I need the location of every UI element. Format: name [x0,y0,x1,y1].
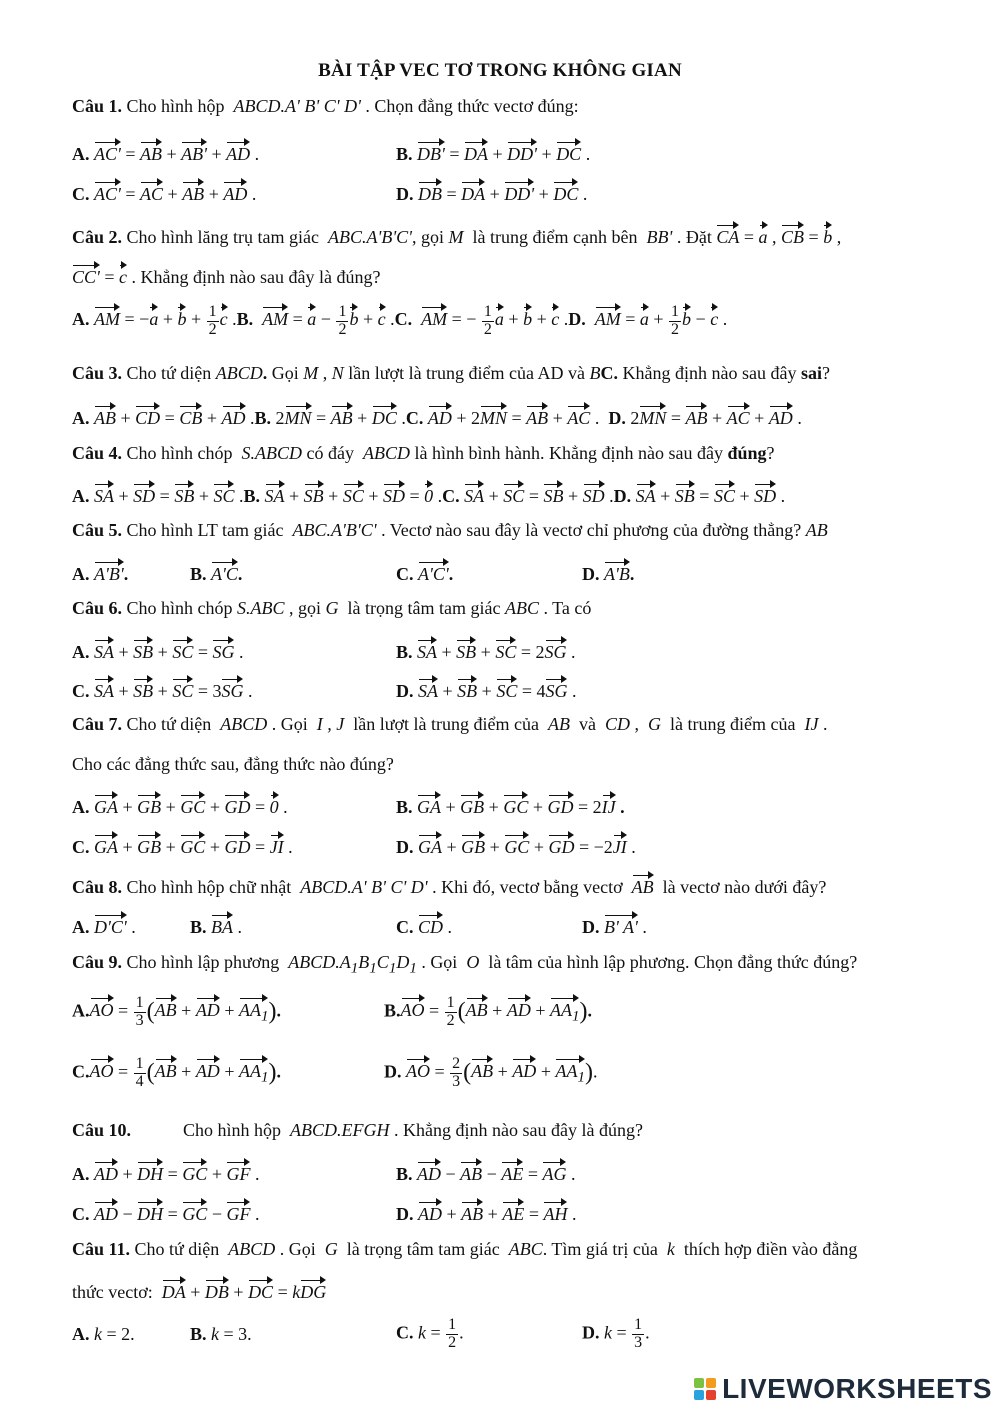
q10-option-a[interactable]: A. AD + DH = GC + GF . [72,1161,259,1185]
q3-option-c[interactable]: C. AD + 2MN = AB + AC . [406,408,599,428]
q8-option-c[interactable]: C. CD . [396,914,452,938]
q3-options [72,405,802,429]
q10-option-c[interactable]: C. AD − DH = GC − GF . [72,1201,259,1225]
q3-option-a[interactable]: A. AB + CD = CB + AD . [72,408,255,428]
q7-option-d[interactable]: D. GA + GB + GC + GD = −2JI . [396,834,636,858]
question-6: Câu 6. Cho hình chóp S.ABC , gọi G là trọng tâm tam giác ABC . Ta có [72,598,592,618]
q6-option-d[interactable]: D. SA + SB + SC = 4SG . [396,678,576,702]
q9-option-d[interactable]: D. AO = $\frac{2}{3}$ (AB + AD + $AA_1$). [384,1055,598,1090]
q9-option-c[interactable]: C.AO = $\frac{1}{4}$ (AB + AD + $AA_1$). [72,1055,281,1090]
question-9: Câu 9. Cho hình lập phương $ABCD.A_1B_1C_1D_1$ . Gọi O là tâm của hình lập phương. Chọn đẳng thức đúng? [72,952,858,977]
q11-option-b[interactable]: B. k = 3. [190,1324,252,1344]
q1-option-d[interactable]: D. DB = DA + DD' + DC . [396,181,587,205]
q11-option-d[interactable]: D. k = $\frac{1}{3}$ . [582,1316,650,1351]
question-2-line-1: Câu 2. Cho hình lăng trụ tam giác ABC.A'B'C', gọi M là trung điểm cạnh bên BB' . Đặt CA = a , CB = b , [72,224,841,248]
q10-option-d[interactable]: D. AD + AB + AE = AH . [396,1201,576,1225]
q4-option-d[interactable]: D. SA + SB = SC + SD . [614,486,785,506]
liveworksheets-mark-icon [694,1378,716,1400]
q10-option-b[interactable]: B. AD − AB − AE = AG . [396,1161,575,1185]
q2-option-d[interactable]: D. AM = a + $\frac{1}{2}$ b − c . [568,303,728,338]
question-2-line-2: CC' = c . Khẳng định nào sau đây là đúng? [72,264,380,288]
q6-option-a[interactable]: A. SA + SB + SC = SG . [72,639,243,663]
q3-option-b[interactable]: B. 2MN = AB + DC . [255,408,406,428]
q4-option-a[interactable]: A. SA + SD = SB + SC . [72,486,243,506]
q5-option-d[interactable]: D. A'B. [582,561,634,585]
q6-option-b[interactable]: B. SA + SB + SC = 2SG . [396,639,576,663]
q1-option-b[interactable]: B. DB' = DA + DD' + DC . [396,141,590,165]
q3-option-d[interactable]: D. 2MN = AB + AC + AD . [608,408,801,428]
worksheet-title: BÀI TẬP VEC TƠ TRONG KHÔNG GIAN [318,60,682,81]
q8-option-a[interactable]: A. D'C' . [72,914,136,938]
q9-option-b[interactable]: B.AO = $\frac{1}{2}$ (AB + AD + $AA_1$). [384,994,592,1029]
question-7-line-2: Cho các đẳng thức sau, đẳng thức nào đúng? [72,754,394,774]
q2-option-a[interactable]: A. AM = −a + b + $\frac{1}{2}$ c . [72,303,237,338]
q11-option-a[interactable]: A. k = 2. [72,1324,135,1344]
q2-options [72,304,727,339]
question-10: Câu 10. Cho hình hộp ABCD.EFGH . Khẳng định nào sau đây là đúng? [72,1120,643,1140]
q7-option-c[interactable]: C. GA + GB + GC + GD = JI . [72,834,293,858]
q5-option-b[interactable]: B. A'C. [190,561,242,585]
question-4: Câu 4. Cho hình chóp S.ABCD có đáy ABCD là hình bình hành. Khẳng định nào sau đây đúng? [72,443,775,463]
question-8: Câu 8. Cho hình hộp chữ nhật ABCD.A' B' C' D' . Khi đó, vectơ bằng vectơ AB là vectơ nào dưới đây? [72,874,826,898]
q2-option-b[interactable]: B. AM = a − $\frac{1}{2}$ b + c . [236,303,395,338]
q5-option-c[interactable]: C. A'C'. [396,561,453,585]
q8-option-b[interactable]: B. BA . [190,914,242,938]
q4-option-c[interactable]: C. SA + SC = SB + SD . [442,486,613,506]
q8-option-d[interactable]: D. B' A' . [582,914,647,938]
q1-option-a[interactable]: A. AC' = AB + AB' + AD . [72,141,259,165]
q7-option-b[interactable]: B. GA + GB + GC + GD = 2IJ . [396,794,625,818]
q7-option-a[interactable]: A. GA + GB + GC + GD = 0 . [72,794,288,818]
q2-option-c[interactable]: C. AM = − $\frac{1}{2}$ a + b + c . [394,303,569,338]
question-3: Câu 3. Cho tứ diện ABCD. Gọi M , N lần lượt là trung điểm của AD và BC. Khẳng định nào sau đây sai? [72,363,830,383]
question-5: Câu 5. Cho hình LT tam giác ABC.A'B'C' . Vectơ nào sau đây là vectơ chỉ phương của đường thẳng? AB [72,520,828,540]
question-7-line-1: Câu 7. Cho tứ diện ABCD . Gọi I , J lần lượt là trung điểm của AB và CD , G là trung điểm của IJ . [72,714,828,734]
q6-option-c[interactable]: C. SA + SB + SC = 3SG . [72,678,252,702]
liveworksheets-text: LIVEWORKSHEETS [722,1373,992,1404]
q4-option-b[interactable]: B. SA + SB + SC + SD = 0 . [243,486,442,506]
question-11-line-2: thức vectơ: DA + DB + DC = kDG [72,1279,326,1303]
q5-option-a[interactable]: A. A'B'. [72,561,128,585]
q11-option-c[interactable]: C. k = $\frac{1}{2}$ . [396,1316,464,1351]
q9-option-a[interactable]: A.AO = $\frac{1}{3}$ (AB + AD + $AA_1$). [72,994,281,1029]
q4-options [72,483,785,507]
q1-option-c[interactable]: C. AC' = AC + AB + AD . [72,181,256,205]
question-1: Câu 1. Cho hình hộp ABCD.A' B' C' D' . Chọn đẳng thức vectơ đúng: [72,96,579,116]
question-11-line-1: Câu 11. Cho tứ diện ABCD . Gọi G là trọng tâm tam giác ABC. Tìm giá trị của k thích hợp điền vào đẳng [72,1239,858,1259]
liveworksheets-logo [694,1373,992,1405]
